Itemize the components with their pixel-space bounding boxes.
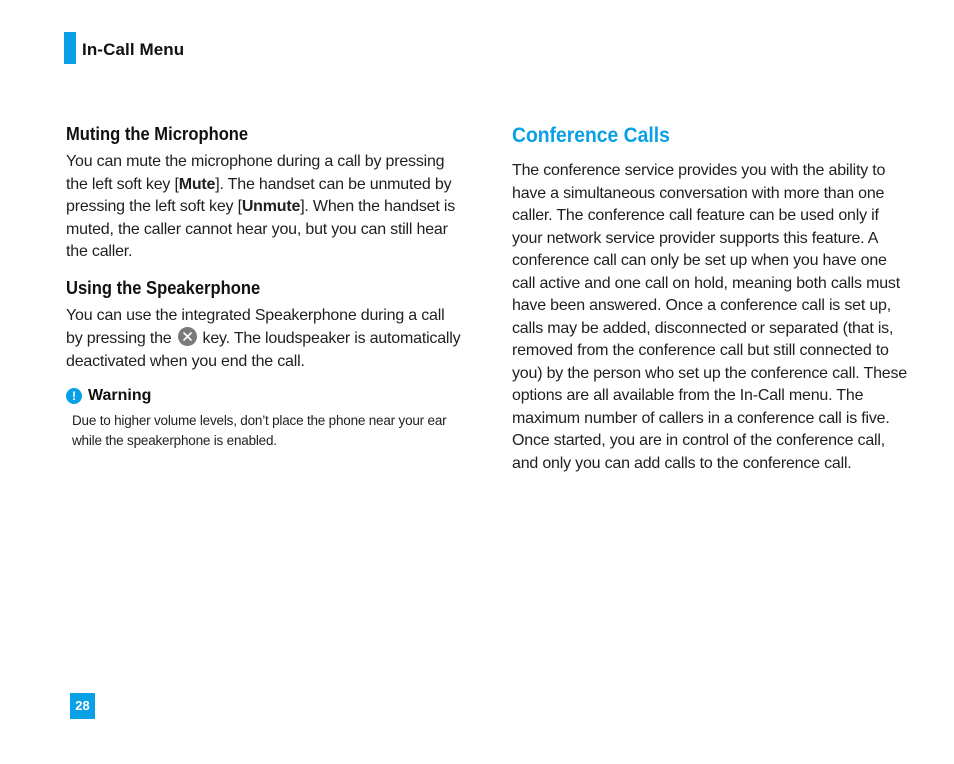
warning-heading: Warning: [88, 387, 152, 404]
left-column: [66, 124, 464, 451]
speakerphone-heading: Using the Speakerphone: [66, 277, 261, 298]
page-header-title: In-Call Menu: [82, 40, 185, 59]
warning-text: Due to higher volume levels, don’t place the phone near your ear while the speakerphone is enabled.: [72, 413, 447, 448]
speakerphone-key-icon: [178, 327, 197, 346]
conference-paragraph: The conference service provides you with the ability to have a simultaneous conversation with more than one caller. The conference call feature can be used only if your network service provider supports this feature. A conference call can only be set up when you have one call active and one call on hold, meaning both calls must have been answered. Once a conference call is set up, calls may be added, disconnected or separated (that is, removed from the conference call but still connected to you) by the person who set up the conference call. These options are all available from the In-Call menu. The maximum number of callers in a conference call is five. Once started, you are in control of the conference call, and only you can add calls to the conference call.: [512, 162, 907, 472]
muting-text-2: ]. The handset can be unmuted by pressing the left soft key [: [66, 175, 452, 215]
header-accent-bar: [64, 32, 76, 64]
muting-text-1: You can mute the microphone during a call by pressing the left soft key [: [66, 153, 445, 193]
speakerphone-paragraph: [66, 305, 464, 374]
muting-heading: Muting the Microphone: [66, 124, 249, 144]
exclamation-icon: !: [66, 388, 82, 404]
warning-header: [66, 387, 464, 405]
speaker-text-2: key. The loudspeaker is automatically deactivated when you end the call.: [66, 330, 461, 370]
page-number: 28: [70, 693, 95, 719]
muting-paragraph: [66, 151, 464, 264]
muting-text-3: ]. When the handset is muted, the caller cannot hear you, but you can still hear the caller.: [66, 198, 455, 260]
right-column: [512, 124, 910, 475]
speaker-text-1: You can use the integrated Speakerphone during a call by pressing the: [66, 306, 445, 347]
unmute-key-label: Unmute: [241, 198, 301, 215]
mute-key-label: Mute: [178, 175, 216, 193]
conference-heading: Conference Calls: [512, 124, 670, 147]
